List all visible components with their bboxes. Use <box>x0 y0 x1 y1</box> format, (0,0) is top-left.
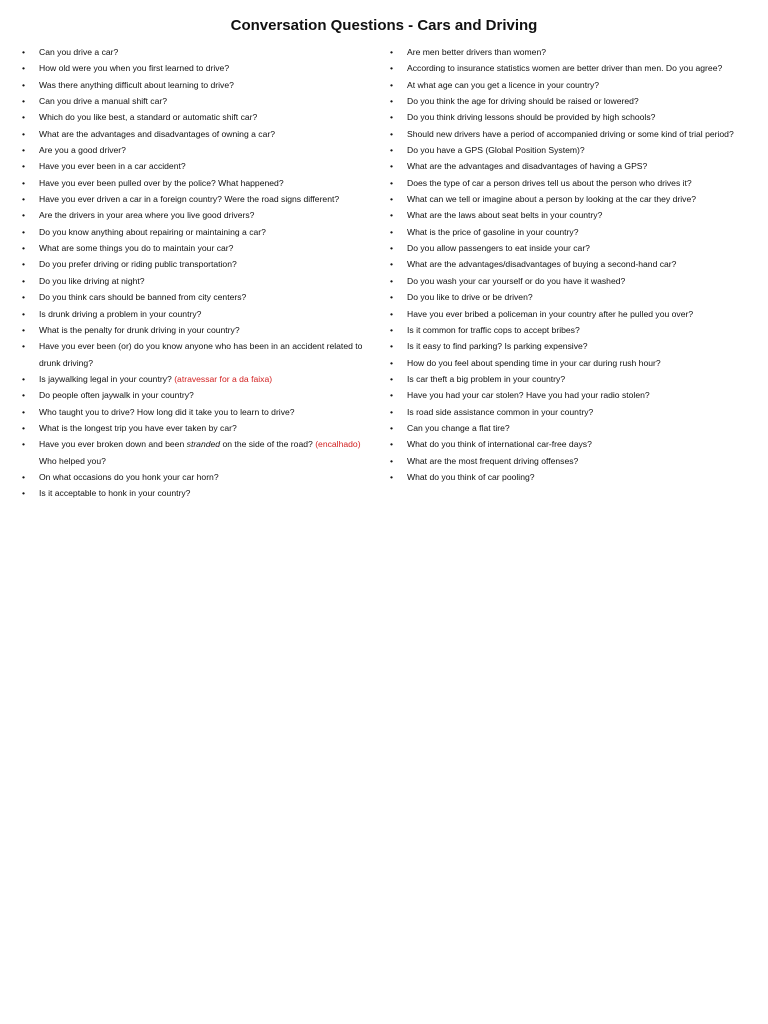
question-item <box>22 77 374 93</box>
bullet-icon: • <box>390 439 394 450</box>
bullet-icon: • <box>22 112 26 123</box>
bullet-icon: • <box>390 194 394 205</box>
question-item <box>390 453 750 469</box>
question-text: According to insurance statistics women are better driver than men. Do you agree? <box>407 63 723 74</box>
bullet-icon: • <box>22 390 26 401</box>
question-text: Do people often jaywalk in your country? <box>39 390 194 401</box>
question-text: Who taught you to drive? How long did it take you to learn to drive? <box>39 406 295 417</box>
question-text: What is the longest trip you have ever taken by car? <box>39 422 237 433</box>
question-text: Can you change a flat tire? <box>407 422 510 433</box>
bullet-icon: • <box>22 96 26 107</box>
question-text: Can you drive a manual shift car? <box>39 96 168 107</box>
bullet-icon: • <box>390 406 394 417</box>
question-item <box>390 338 750 354</box>
bullet-icon: • <box>390 177 394 188</box>
question-text-end: Who helped you? <box>39 455 106 466</box>
bullet-icon: • <box>22 439 26 450</box>
question-text: Have you ever been (or) do you know anyone who has been in an accident related to drunk driving? <box>39 341 363 368</box>
question-item <box>390 469 750 485</box>
bullet-icon: • <box>22 194 26 205</box>
bullet-icon: • <box>22 161 26 172</box>
question-text: What are the advantages and disadvantages of owning a car? <box>39 128 276 139</box>
bullet-icon: • <box>390 357 394 368</box>
question-text: Do you prefer driving or riding public transportation? <box>39 259 237 270</box>
page-title: Conversation Questions - Cars and Driving <box>230 17 538 34</box>
question-item <box>22 44 374 60</box>
question-item <box>22 306 374 322</box>
bullet-icon: • <box>22 63 26 74</box>
bullet-icon: • <box>22 488 26 499</box>
question-item <box>390 93 750 109</box>
question-item <box>22 256 374 272</box>
question-text: Have you ever bribed a policeman in your country after he pulled you over? <box>407 308 694 319</box>
bullet-icon: • <box>390 422 394 433</box>
bullet-icon: • <box>22 292 26 303</box>
question-item <box>390 109 750 125</box>
question-item <box>22 273 374 289</box>
question-item <box>22 485 374 501</box>
question-item <box>22 469 374 485</box>
translation-note: (atravessar for a da faixa) <box>174 373 273 384</box>
question-text: Are you a good driver? <box>39 145 126 156</box>
bullet-icon: • <box>390 112 394 123</box>
question-text: Is road side assistance common in your country? <box>407 406 594 417</box>
question-item <box>390 240 750 256</box>
question-item <box>22 322 374 338</box>
bullet-icon: • <box>22 177 26 188</box>
question-item <box>22 93 374 109</box>
bullet-icon: • <box>22 324 26 335</box>
question-text: Can you drive a car? <box>39 47 119 57</box>
question-item <box>390 207 750 223</box>
question-text: What are some things you do to maintain your car? <box>39 243 234 254</box>
question-item <box>22 142 374 158</box>
bullet-icon: • <box>390 63 394 74</box>
question-item <box>390 273 750 289</box>
question-item <box>390 158 750 174</box>
question-text: On what occasions do you honk your car horn? <box>39 471 219 482</box>
question-text: Is it common for traffic cops to accept bribes? <box>407 324 580 335</box>
question-text: Are the drivers in your area where you live good drivers? <box>39 210 255 221</box>
question-text: Do you allow passengers to eat inside your car? <box>407 243 590 254</box>
bullet-icon: • <box>390 226 394 237</box>
bullet-icon: • <box>390 373 394 384</box>
bullet-icon: • <box>22 471 26 482</box>
question-item <box>22 109 374 125</box>
question-item <box>390 404 750 420</box>
left-question-list <box>22 44 374 502</box>
question-item <box>390 175 750 191</box>
bullet-icon: • <box>22 47 26 57</box>
question-item <box>390 142 750 158</box>
bullet-icon: • <box>22 406 26 417</box>
bullet-icon: • <box>390 471 394 482</box>
question-item <box>22 371 374 387</box>
question-item <box>22 191 374 207</box>
question-item <box>390 256 750 272</box>
question-item <box>22 207 374 223</box>
bullet-icon: • <box>390 455 394 466</box>
question-text: What is the penalty for drunk driving in your country? <box>39 324 240 335</box>
question-item <box>390 355 750 371</box>
question-text: Does the type of car a person drives tell us about the person who drives it? <box>407 177 692 188</box>
question-item <box>22 387 374 403</box>
question-item <box>390 77 750 93</box>
bullet-icon: • <box>22 243 26 254</box>
bullet-icon: • <box>390 145 394 156</box>
question-item <box>22 224 374 240</box>
question-text-after: on the side of the road? <box>222 439 313 450</box>
bullet-icon: • <box>22 308 26 319</box>
question-text: Do you know anything about repairing or maintaining a car? <box>39 226 266 237</box>
question-text: Do you think cars should be banned from city centers? <box>39 292 247 303</box>
question-text: Do you have a GPS (Global Position System)? <box>407 145 585 156</box>
bullet-icon: • <box>390 243 394 254</box>
bullet-icon: • <box>390 47 394 57</box>
bullet-icon: • <box>22 226 26 237</box>
question-text: What are the advantages and disadvantages of having a GPS? <box>407 161 648 172</box>
bullet-icon: • <box>22 145 26 156</box>
question-emphasis: stranded <box>186 439 221 450</box>
question-item <box>390 60 750 76</box>
question-text: Do you think driving lessons should be provided by high schools? <box>407 112 656 123</box>
bullet-icon: • <box>390 96 394 107</box>
bullet-icon: • <box>22 128 26 139</box>
question-item <box>22 240 374 256</box>
bullet-icon: • <box>22 79 26 90</box>
question-item <box>22 126 374 142</box>
question-text: What are the advantages/disadvantages of buying a second-hand car? <box>407 259 677 270</box>
question-text: Do you like driving at night? <box>39 275 145 286</box>
bullet-icon: • <box>22 422 26 433</box>
question-item <box>22 420 374 436</box>
question-text: What do you think of international car-free days? <box>407 439 592 450</box>
question-item <box>22 158 374 174</box>
right-question-list <box>390 44 750 485</box>
question-text: How old were you when you first learned to drive? <box>39 63 230 74</box>
bullet-icon: • <box>390 259 394 270</box>
question-text: Have you ever driven a car in a foreign country? Were the road signs different? <box>39 194 340 205</box>
question-item <box>390 44 750 60</box>
question-text: Is it acceptable to honk in your country? <box>39 488 191 499</box>
question-text: Should new drivers have a period of accompanied driving or some kind of trial period? <box>407 128 734 139</box>
bullet-icon: • <box>390 79 394 90</box>
question-item <box>390 387 750 403</box>
question-item <box>22 175 374 191</box>
question-text: Do you think the age for driving should be raised or lowered? <box>407 96 639 107</box>
bullet-icon: • <box>390 161 394 172</box>
question-item <box>390 224 750 240</box>
question-text: Have you ever been in a car accident? <box>39 161 186 172</box>
question-text: What are the laws about seat belts in your country? <box>407 210 603 221</box>
question-item <box>390 191 750 207</box>
bullet-icon: • <box>390 210 394 221</box>
question-text: Is car theft a big problem in your country? <box>407 373 566 384</box>
bullet-icon: • <box>390 128 394 139</box>
question-item <box>22 338 374 371</box>
question-item <box>390 371 750 387</box>
question-text: Have you ever broken down and been <box>39 439 185 450</box>
bullet-icon: • <box>390 341 394 352</box>
bullet-icon: • <box>390 308 394 319</box>
question-text: Do you wash your car yourself or do you have it washed? <box>407 275 626 286</box>
question-text: What can we tell or imagine about a person by looking at the car they drive? <box>407 194 697 205</box>
question-text: What do you think of car pooling? <box>407 471 535 482</box>
question-text: Which do you like best, a standard or automatic shift car? <box>39 112 258 123</box>
question-text: Are men better drivers than women? <box>407 47 546 57</box>
bullet-icon: • <box>390 292 394 303</box>
bullet-icon: • <box>22 373 26 384</box>
question-item <box>22 404 374 420</box>
bullet-icon: • <box>390 324 394 335</box>
question-text: What are the most frequent driving offenses? <box>407 455 579 466</box>
bullet-icon: • <box>390 275 394 286</box>
bullet-icon: • <box>22 275 26 286</box>
question-item <box>390 436 750 452</box>
question-text: How do you feel about spending time in your car during rush hour? <box>407 357 661 368</box>
question-text: Is jaywalking legal in your country? <box>39 373 172 384</box>
question-item <box>22 289 374 305</box>
question-item <box>390 322 750 338</box>
question-text: Have you had your car stolen? Have you had your radio stolen? <box>407 390 650 401</box>
question-item <box>390 289 750 305</box>
question-text: Is drunk driving a problem in your country? <box>39 308 202 319</box>
question-item <box>390 420 750 436</box>
bullet-icon: • <box>22 259 26 270</box>
question-text: Is it easy to find parking? Is parking expensive? <box>407 341 588 352</box>
question-text: Have you ever been pulled over by the police? What happened? <box>39 177 284 188</box>
question-item <box>22 436 374 469</box>
translation-note: (encalhado) <box>315 439 361 450</box>
bullet-icon: • <box>390 390 394 401</box>
question-item <box>22 60 374 76</box>
question-text: What is the price of gasoline in your country? <box>407 226 579 237</box>
bullet-icon: • <box>22 210 26 221</box>
question-text: At what age can you get a licence in your country? <box>407 79 600 90</box>
bullet-icon: • <box>22 341 26 352</box>
question-text: Do you like to drive or be driven? <box>407 292 533 303</box>
question-item <box>390 126 750 142</box>
question-text: Was there anything difficult about learning to drive? <box>39 79 234 90</box>
question-item <box>390 306 750 322</box>
